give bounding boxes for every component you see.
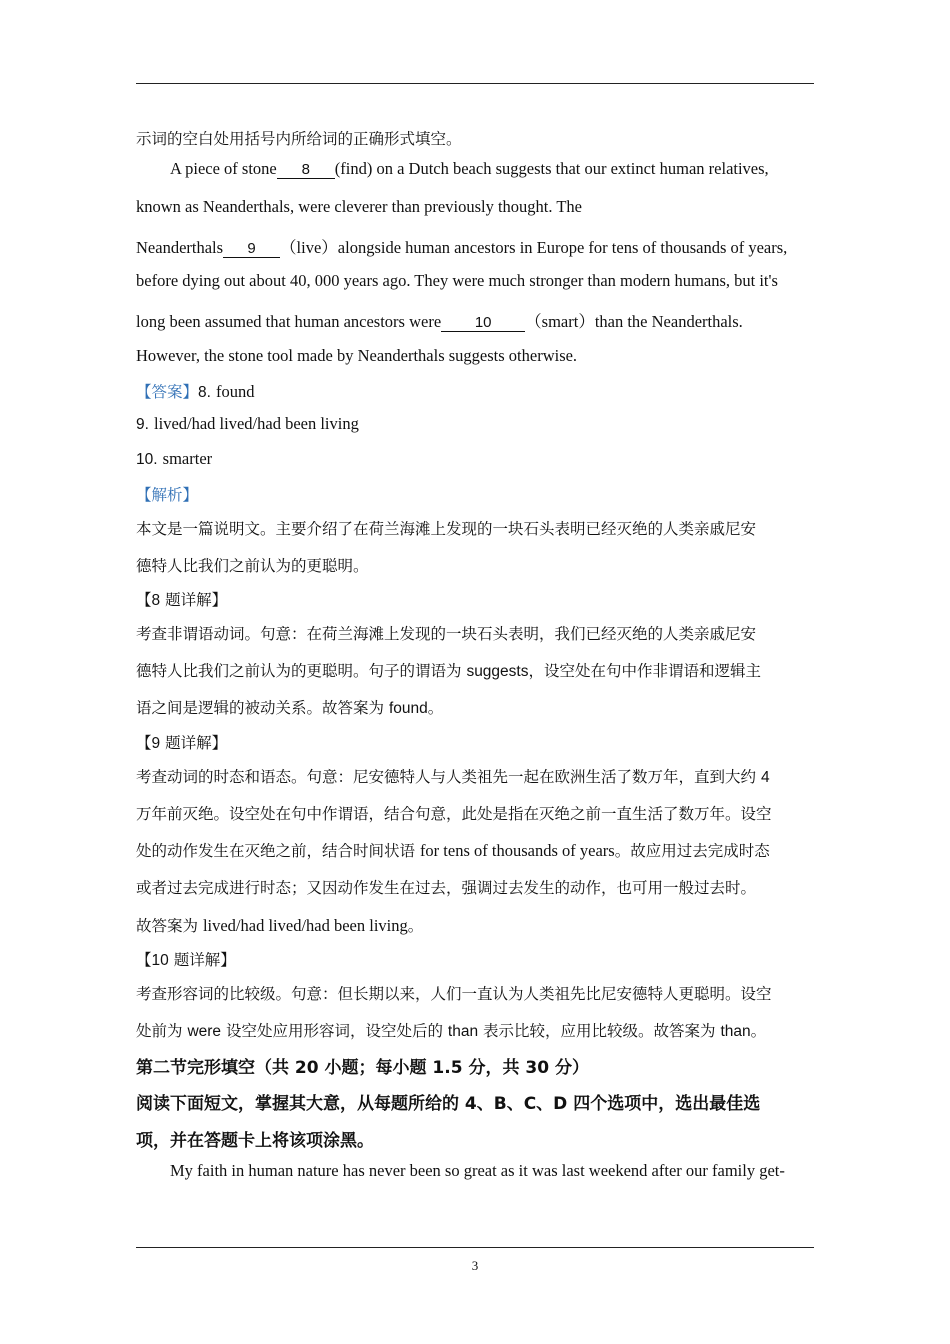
- page-number: 3: [471, 1258, 479, 1273]
- header-rule: [136, 83, 814, 84]
- passage-line-1: A piece of stone 8 (find) on a Dutch beach suggests that our extinct human relatives,: [170, 159, 769, 178]
- q9-line-3: 处的动作发生在灭绝之前，结合时间状语 for tens of thousands of years。故应用过去完成时态: [136, 841, 770, 860]
- blank-8: 8: [277, 162, 335, 179]
- q9-line-4: 或者过去完成进行时态；又因动作发生在过去，强调过去发生的动作，也可用一般过去时。: [136, 879, 757, 897]
- q9-line-2: 万年前灭绝。设空处在句中作谓语，结合句意，此处是指在灭绝之前一直生活了数万年。设空: [136, 805, 772, 823]
- section2-instruction-2: 项，并在答题卡上将该项涂黑。: [136, 1131, 374, 1151]
- intro-line: 示词的空白处用括号内所给词的正确形式填空。: [136, 130, 462, 148]
- q10-line-2: 处前为 were 设空处应用形容词，设空处后的 than 表示比较，应用比较级。故答案为 than。: [136, 1022, 767, 1040]
- passage-line-6: However, the stone tool made by Neanderthals suggests otherwise.: [136, 346, 578, 365]
- footer-rule: [136, 1247, 814, 1248]
- q10-heading: 【10 题详解】: [136, 951, 236, 969]
- q9-line-1: 考查动词的时态和语态。句意：尼安德特人与人类祖先一起在欧洲生活了数万年，直到大约 4: [136, 768, 770, 786]
- passage-line-4: before dying out about 40, 000 years ago. They were much stronger than modern humans, but it's: [136, 271, 778, 290]
- cloze-passage-line-1: My faith in human nature has never been so great as it was last weekend after our family get-: [170, 1161, 785, 1180]
- passage-line-2: known as Neanderthals, were cleverer than previously thought. The: [136, 197, 582, 216]
- passage-line-5: long been assumed that human ancestors were 10 （smart）than the Neanderthals.: [136, 312, 743, 331]
- q8-line-1: 考查非谓语动词。句意：在荷兰海滩上发现的一块石头表明，我们已经灭绝的人类亲戚尼安: [136, 625, 757, 643]
- q8-line-2: 德特人比我们之前认为的更聪明。句子的谓语为 suggests，设空处在句中作非谓语和逻辑主: [136, 662, 761, 680]
- answer-10: 10. smarter: [136, 449, 213, 468]
- section2-title: 第二节完形填空（共 20 小题；每小题 1.5 分，共 30 分）: [136, 1058, 589, 1078]
- passage-line-3: Neanderthals 9 （live）alongside human ancestors in Europe for tens of thousands of years,: [136, 238, 788, 257]
- analysis-summary-2: 德特人比我们之前认为的更聪明。: [136, 557, 369, 575]
- blank-9: 9: [223, 241, 280, 258]
- q9-heading: 【9 题详解】: [136, 734, 228, 752]
- blank-10: 10: [441, 315, 525, 332]
- q8-heading: 【8 题详解】: [136, 591, 228, 609]
- analysis-summary-1: 本文是一篇说明文。主要介绍了在荷兰海滩上发现的一块石头表明已经灭绝的人类亲戚尼安: [136, 520, 757, 538]
- q8-line-3: 语之间是逻辑的被动关系。故答案为 found。: [136, 699, 444, 717]
- q9-line-5: 故答案为 lived/had lived/had been living。: [136, 916, 424, 935]
- answer-tag: 【答案】: [136, 383, 199, 401]
- answer-8: 【答案】8. found: [136, 382, 255, 401]
- answer-9: 9. lived/had lived/had been living: [136, 414, 359, 433]
- section2-instruction-1: 阅读下面短文，掌握其大意，从每题所给的 4、B、C、D 四个选项中，选出最佳选: [136, 1094, 761, 1114]
- q10-line-1: 考查形容词的比较级。句意：但长期以来，人们一直认为人类祖先比尼安德特人更聪明。设空: [136, 985, 772, 1003]
- analysis-tag: 【解析】: [136, 486, 199, 504]
